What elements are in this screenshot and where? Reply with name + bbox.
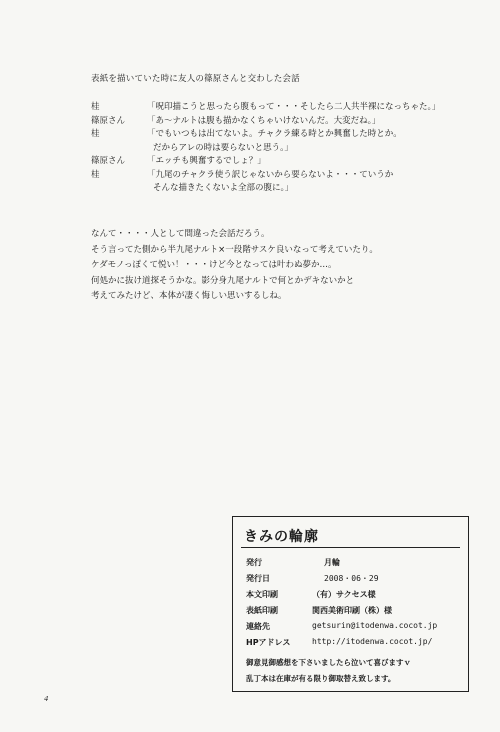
dialogue-line — [91, 154, 471, 168]
speaker-name: 桂 — [91, 102, 100, 112]
colophon-value: 2008・06・29 — [324, 574, 379, 583]
paragraph-line: なんて・・・・人として間違った会話だろう。 — [91, 229, 270, 239]
paragraph-line: ケダモノっぽくて悦い！・・・けど今となっては叶わぬ夢か…。 — [91, 260, 337, 270]
paragraph-line: そう言ってた側から半九尾ナルト×一段階サスケ良いなって考えていたり。 — [91, 244, 378, 255]
replacement-note: 乱丁本は在庫が有る限り御取替え致します。 — [246, 674, 396, 683]
colophon-label: 表紙印刷 — [246, 606, 278, 615]
feedback-note: 御意見御感想を下さいましたら泣いて喜びますｖ — [246, 658, 411, 667]
speech-text: 「エッチも興奮するでしょ？」 — [147, 156, 266, 166]
afterword-paragraph — [91, 227, 378, 305]
page-number: 4 — [44, 695, 49, 703]
contact-email[interactable]: getsurin@itodenwa.cocot.jp — [312, 621, 438, 630]
paragraph-line: 何処かに抜け道探そうかな。影分身九尾ナルトで何とかデキないかと — [91, 275, 355, 286]
dialogue-line — [91, 168, 471, 182]
colophon-label: 発行 — [246, 558, 262, 567]
colophon-value: 関西美術印刷（株）様 — [312, 606, 392, 615]
colophon-label: 連絡先 — [246, 622, 270, 631]
speaker-name: 篠原さん — [91, 115, 126, 126]
homepage-url[interactable]: http://itodenwa.cocot.jp/ — [312, 637, 433, 646]
speaker-name: 桂 — [91, 169, 100, 180]
colophon-value: （有）サクセス様 — [312, 590, 376, 599]
dialogue-line — [91, 141, 471, 155]
dialogue-line — [91, 100, 471, 114]
colophon-box — [232, 516, 469, 692]
speech-text: 「九尾のチャクラ使う訳じゃないから要らないよ・・・ていうか — [147, 169, 394, 180]
speech-text: 「呪印描こうと思ったら腹もって・・・そしたら二人共半裸になっちゃた。」 — [147, 102, 441, 112]
speaker-name: 篠原さん — [91, 156, 126, 166]
speech-text: 「あ〜ナルトは腹も描かなくちゃいけないんだ。大変だね。」 — [147, 115, 381, 126]
colophon-label: 発行日 — [246, 574, 270, 583]
colophon-label: 本文印刷 — [246, 590, 278, 599]
dialogue-line — [91, 114, 471, 128]
speaker-name: 桂 — [91, 129, 100, 139]
dialogue-line — [91, 127, 471, 141]
speech-text: 「でもいつもは出てないよ。チャクラ練る時とか興奮した時とか。 — [147, 129, 402, 139]
colophon-label: HPアドレス — [246, 638, 291, 647]
colophon-value: 月輪 — [324, 558, 340, 567]
speech-text: だからアレの時は要らないと思う。」 — [153, 142, 293, 153]
intro-line: 表紙を描いていた時に友人の篠原さんと交わした会話 — [91, 74, 300, 84]
paragraph-line: 考えてみたけど、本体が凄く悔しい思いするしね。 — [91, 291, 287, 301]
speech-text: そんな描きたくないよ全部の腹に。」 — [153, 183, 294, 193]
dialogue-block — [91, 100, 471, 195]
book-title: きみの輪廓 — [244, 529, 319, 545]
dialogue-line — [91, 181, 471, 195]
title-divider — [241, 547, 460, 548]
